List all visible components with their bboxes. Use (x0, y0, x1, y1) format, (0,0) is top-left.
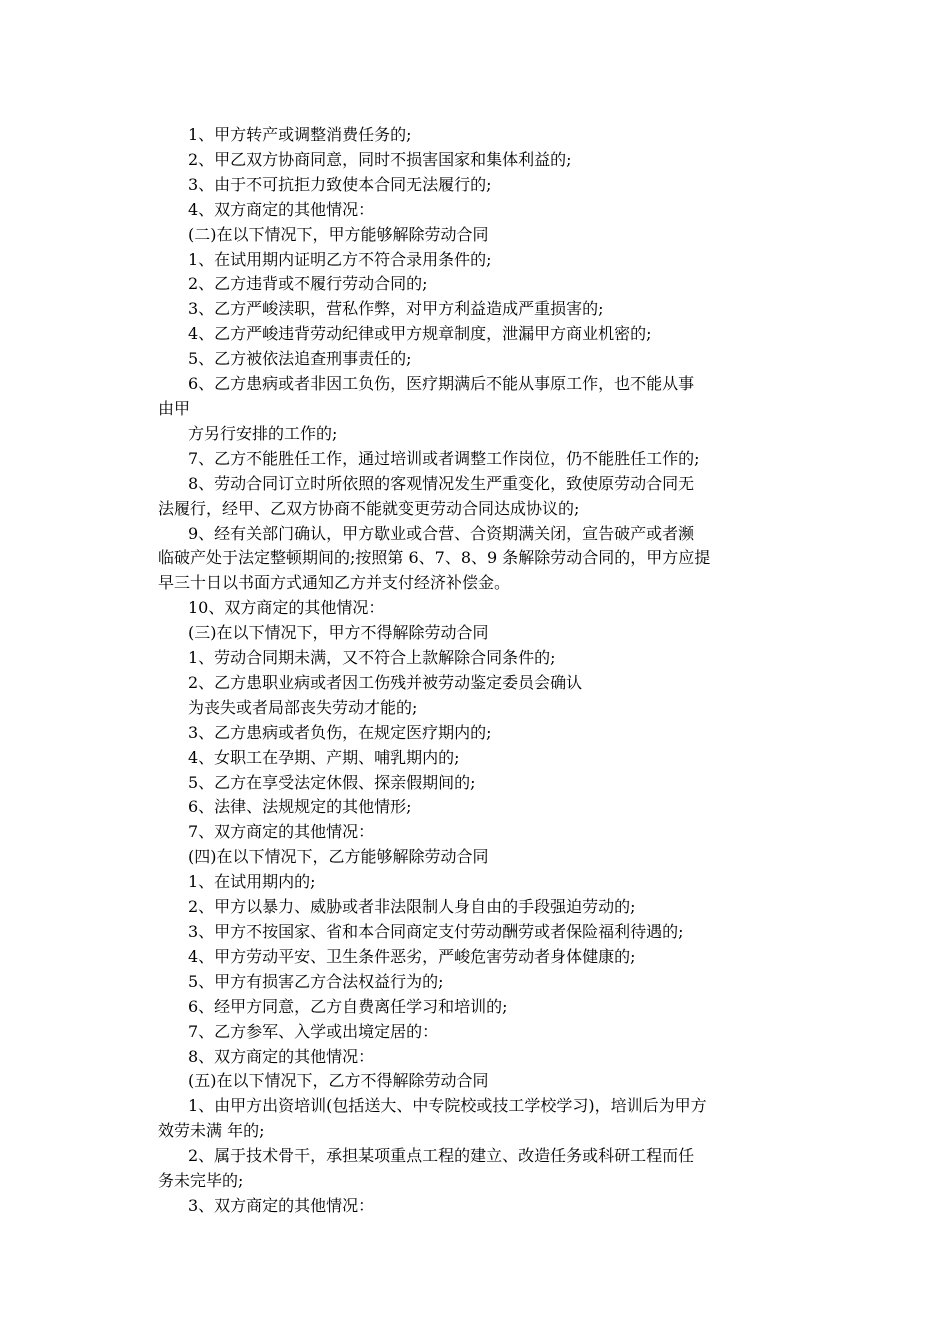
document-line: 2、甲方以暴力、威胁或者非法限制人身自由的手段强迫劳动的; (188, 897, 636, 917)
document-line: (四)在以下情况下，乙方能够解除劳动合同 (188, 847, 489, 867)
document-line: 为丧失或者局部丧失劳动才能的; (188, 697, 418, 717)
document-line: (五)在以下情况下，乙方不得解除劳动合同 (188, 1071, 489, 1091)
document-line: 4、乙方严峻违背劳动纪律或甲方规章制度，泄漏甲方商业机密的; (188, 324, 652, 344)
document-line: 2、乙方违背或不履行劳动合同的; (188, 274, 428, 294)
document-line: 5、乙方被依法追查刑事责任的; (188, 349, 412, 369)
document-line: 3、甲方不按国家、省和本合同商定支付劳动酬劳或者保险福利待遇的; (188, 922, 684, 941)
document-line: 7、双方商定的其他情况： (188, 822, 375, 842)
document-line: 1、劳动合同期未满，又不符合上款解除合同条件的; (188, 648, 556, 668)
document-line: 8、劳动合同订立时所依照的客观情况发生严重变化，致使原劳动合同无 (188, 473, 695, 493)
document-line: 8、双方商定的其他情况： (188, 1046, 375, 1066)
document-line: 7、乙方不能胜任工作，通过培训或者调整工作岗位，仍不能胜任工作的; (188, 448, 700, 468)
document-line: 7、乙方参军、入学或出境定居的： (188, 1021, 439, 1041)
document-line: 由甲 (158, 398, 191, 418)
document-line: 法履行，经甲、乙双方协商不能就变更劳动合同达成协议的; (158, 498, 580, 518)
document-line: 1、由甲方出资培训(包括送大、中专院校或技工学校学习)，培训后为甲方 (188, 1096, 707, 1116)
document-line: 早三十日以书面方式通知乙方并支付经济补偿金。 (158, 573, 511, 593)
document-line: 方另行安排的工作的; (188, 423, 338, 443)
document-line: 3、乙方患病或者负伤，在规定医疗期内的; (188, 722, 492, 742)
document-line: 2、乙方患职业病或者因工伤残并被劳动鉴定委员会确认 (188, 672, 583, 692)
document-line: 6、法律、法规规定的其他情形; (188, 797, 412, 817)
document-line: 1、甲方转产或调整消费任务的; (188, 125, 412, 144)
document-line: 3、双方商定的其他情况： (188, 1195, 375, 1215)
document-line: 10、双方商定的其他情况： (188, 598, 385, 618)
document-line: 临破产处于法定整顿期间的;按照第 6、7、8、9 条解除劳动合同的，甲方应提 (158, 548, 711, 568)
document-line: 务未完毕的; (158, 1171, 244, 1191)
document-line: 6、乙方患病或者非因工负伤，医疗期满后不能从事原工作，也不能从事 (188, 374, 695, 394)
document-body (158, 123, 808, 1219)
document-line: 4、女职工在孕期、产期、哺乳期内的; (188, 747, 460, 767)
document-line: 5、甲方有损害乙方合法权益行为的; (188, 971, 444, 991)
document-line: 效劳未满 年的; (158, 1121, 265, 1141)
document-line: 3、由于不可抗拒力致使本合同无法履行的; (188, 174, 492, 194)
document-line: 1、在试用期内的; (188, 872, 316, 892)
document-line: 2、属于技术骨干，承担某项重点工程的建立、改造任务或科研工程而任 (188, 1146, 695, 1166)
document-line: (二)在以下情况下，甲方能够解除劳动合同 (188, 224, 489, 244)
document-line: 6、经甲方同意，乙方自费离任学习和培训的; (188, 996, 508, 1016)
document-line: (三)在以下情况下，甲方不得解除劳动合同 (188, 623, 489, 643)
document-line: 4、双方商定的其他情况： (188, 199, 375, 219)
document-line: 2、甲乙双方协商同意，同时不损害国家和集体利益的; (188, 149, 572, 169)
document-line: 9、经有关部门确认，甲方歇业或合营、合资期满关闭，宣告破产或者濒 (188, 523, 695, 543)
document-line: 3、乙方严峻渎职，营私作弊，对甲方利益造成严重损害的; (188, 299, 604, 319)
document-line: 4、甲方劳动平安、卫生条件恶劣，严峻危害劳动者身体健康的; (188, 946, 636, 966)
document-line: 5、乙方在享受法定休假、探亲假期间的; (188, 772, 476, 792)
document-line: 1、在试用期内证明乙方不符合录用条件的; (188, 249, 492, 269)
